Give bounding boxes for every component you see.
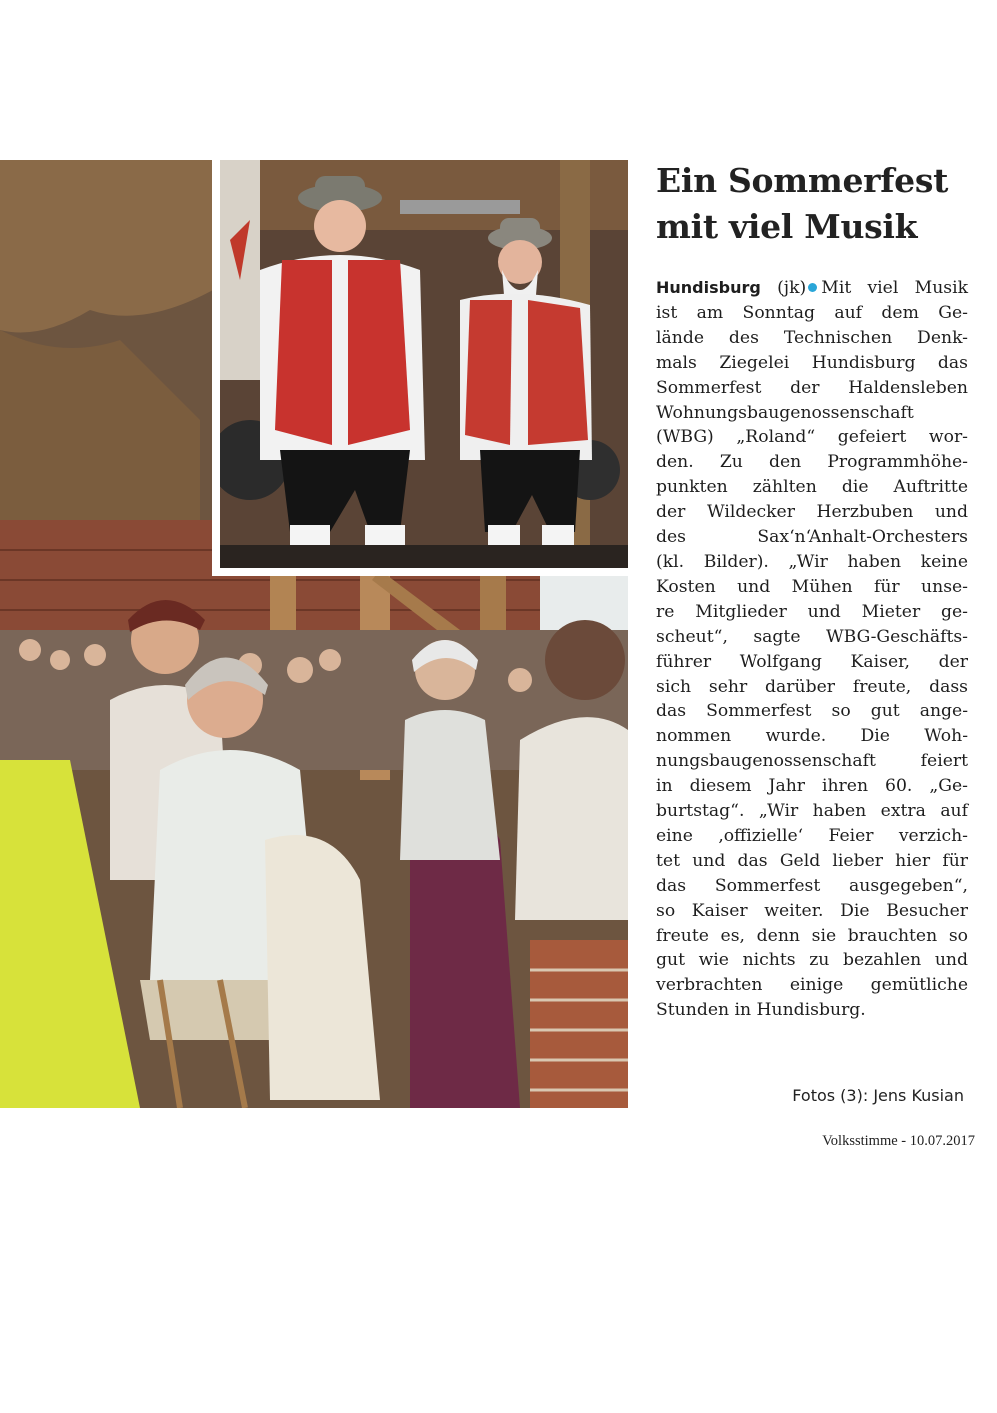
article-line: ist am Sonntag auf dem Ge- (656, 302, 968, 323)
article-line: freute es, denn sie brauchten so (656, 925, 968, 946)
article-line: lände des Technischen Denk- (656, 327, 968, 348)
article-line: nungsbaugenossenschaft feiert (656, 751, 968, 772)
article-body (656, 276, 968, 1023)
article-line: der Wildecker Herzbuben und (656, 502, 968, 523)
article-line: (WBG) „Roland“ gefeiert wor- (656, 427, 968, 448)
article-line (656, 276, 968, 301)
article-line: so Kaiser weiter. Die Besucher (656, 900, 968, 921)
article-line: scheut“, sagte WBG-Geschäfts- (656, 626, 968, 647)
article-line: mals Ziegelei Hundisburg das (656, 352, 968, 373)
article-line: das Sommerfest ausgegeben“, (656, 875, 968, 896)
article-headline (656, 158, 976, 250)
article-line: das Sommerfest so gut ange- (656, 701, 968, 722)
headline-line-2: mit viel Musik (656, 207, 918, 246)
article-line: burtstag“. „Wir haben extra auf (656, 801, 968, 822)
singers-photo (220, 160, 628, 568)
article-line: punkten zählten die Auftritte (656, 477, 968, 498)
author-tag: (jk) (777, 278, 807, 298)
article-line: verbrachten einige gemütliche (656, 975, 968, 996)
article-line: des Sax‘n‘Anhalt-Orchesters (656, 527, 968, 548)
dateline: Hundisburg (656, 278, 761, 297)
article-line: (kl. Bilder). „Wir haben keine (656, 551, 968, 572)
article-line: gut wie nichts zu bezahlen und (656, 950, 968, 971)
photo-credit: Fotos (3): Jens Kusian (792, 1086, 964, 1105)
article-line: Wohnungsbaugenossenschaft (656, 402, 914, 423)
article-line: führer Wolfgang Kaiser, der (656, 651, 968, 672)
article-line: tet und das Geld lieber hier für (656, 850, 968, 871)
article-line: Kosten und Mühen für unse- (656, 576, 968, 597)
article-line: nommen wurde. Die Woh- (656, 726, 968, 747)
article-line: sich sehr darüber freute, dass (656, 676, 968, 697)
publication-source: Volksstimme - 10.07.2017 (822, 1133, 975, 1149)
bullet-dot-icon (808, 283, 817, 292)
article-line: den. Zu den Programmhöhe- (656, 452, 968, 473)
article-line: Sommerfest der Haldensleben (656, 377, 968, 398)
article-line: Stunden in Hundisburg. (656, 1000, 866, 1021)
article-line-text: Mit viel Musik (821, 278, 968, 298)
article-line: eine ‚offizielle‘ Feier verzich- (656, 825, 968, 846)
article-line: in diesem Jahr ihren 60. „Ge- (656, 776, 968, 797)
article-line: re Mitglieder und Mieter ge- (656, 601, 968, 622)
headline-line-1: Ein Sommerfest (656, 161, 949, 200)
